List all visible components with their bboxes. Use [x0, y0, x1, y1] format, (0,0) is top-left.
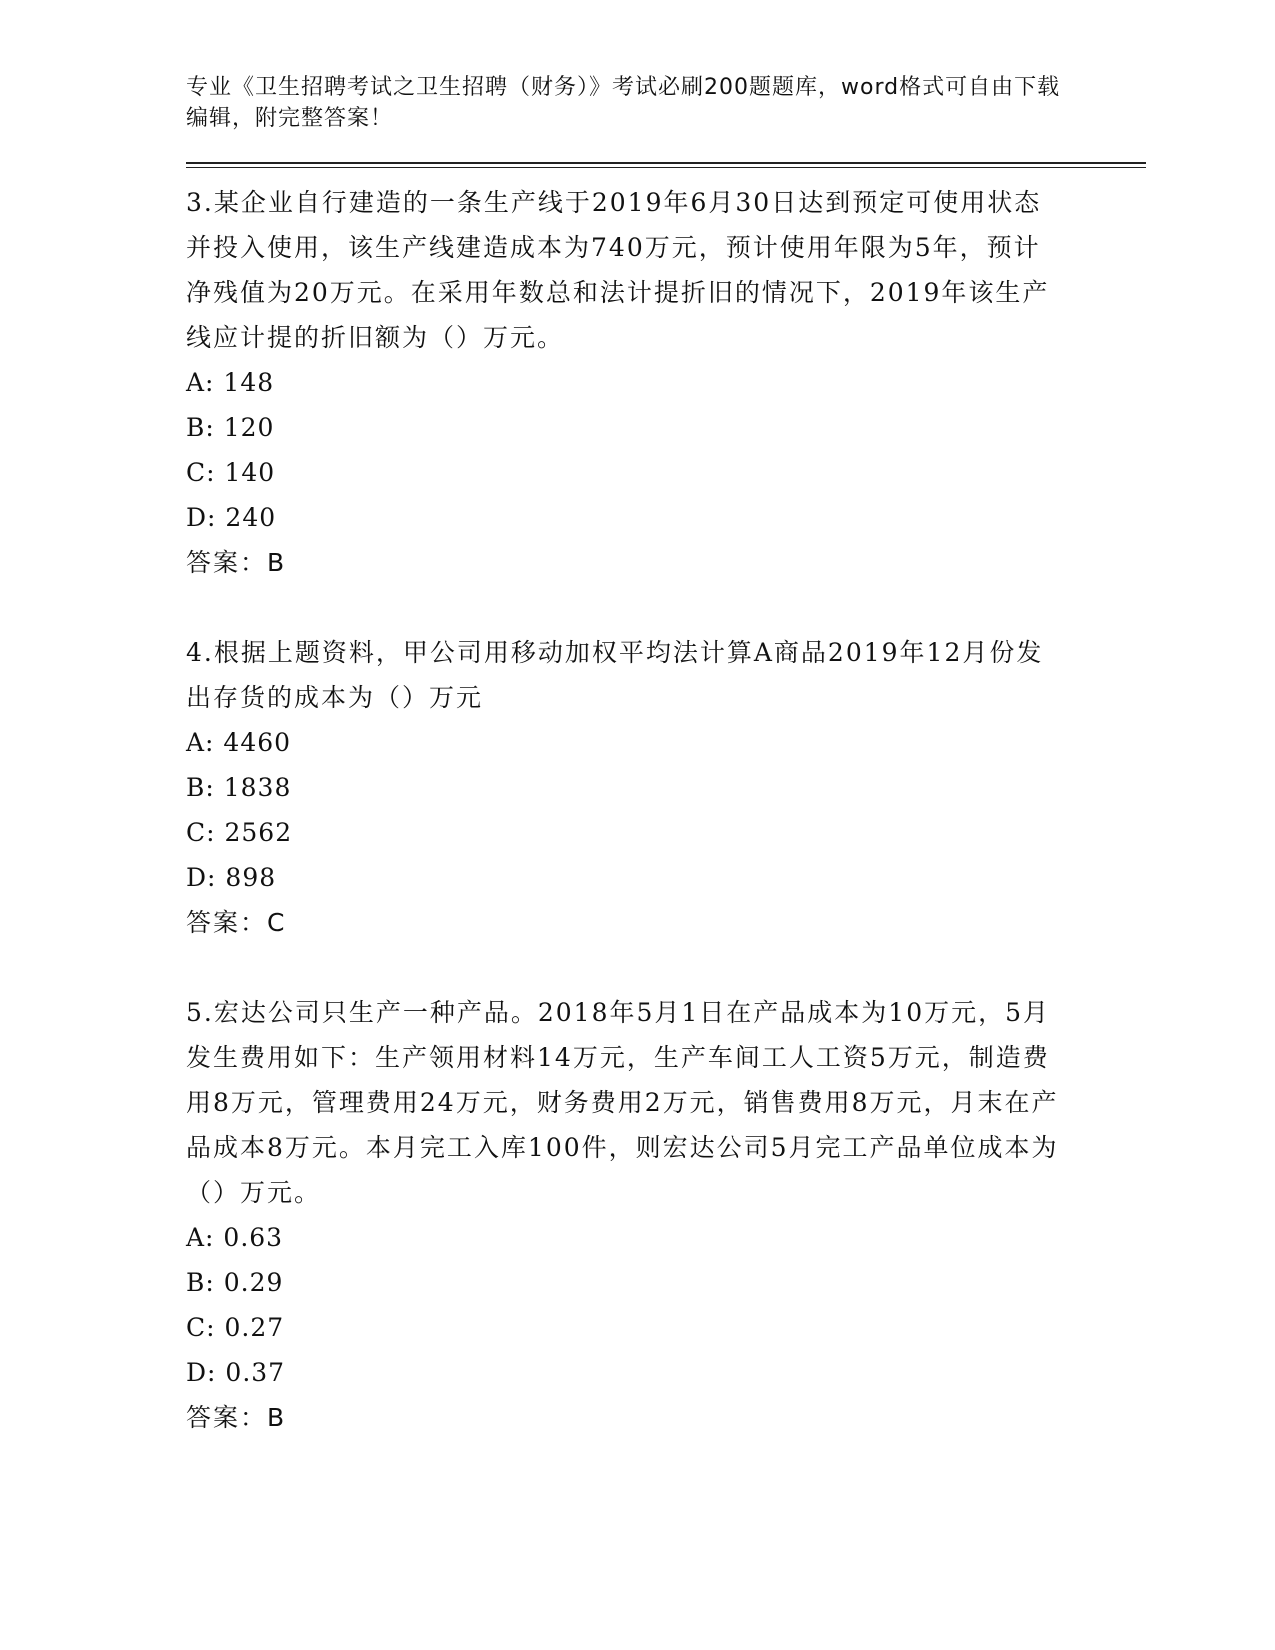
document-header: 专业《卫生招聘考试之卫生招聘（财务）》考试必刷200题题库，word格式可自由下载编辑，附完整答案！ [186, 75, 1061, 131]
option-d: D: 0.37 [186, 1358, 286, 1387]
header-divider [186, 162, 1146, 168]
question-stem: 4.根据上题资料，甲公司用移动加权平均法计算A商品2019年12月份发出存货的成本为（）万元 [186, 638, 1044, 712]
question-5 [186, 990, 1146, 1440]
question-stem: 5.宏达公司只生产一种产品。2018年5月1日在产品成本为10万元，5月发生费用如下：生产领用材料14万元，生产车间工人工资5万元，制造费用8万元，管理费用24万元，财务费用2万元，销售费用8万元，月末在产品成本8万元。本月完工入库100件，则宏达公司5月完工产品单位成本为（）万元。 [186, 998, 1059, 1207]
answer-line: 答案：B [186, 548, 287, 577]
option-c: C: 0.27 [186, 1313, 285, 1342]
option-d: D: 240 [186, 503, 277, 532]
document-page [186, 72, 1146, 1440]
option-b: B: 1838 [186, 773, 292, 802]
answer-line: 答案：B [186, 1403, 287, 1432]
answer-line: 答案：C [186, 908, 287, 937]
option-a: A: 4460 [186, 728, 292, 757]
question-4 [186, 630, 1146, 945]
option-d: D: 898 [186, 863, 277, 892]
option-b: B: 120 [186, 413, 275, 442]
question-3 [186, 180, 1146, 585]
question-stem: 3.某企业自行建造的一条生产线于2019年6月30日达到预定可使用状态并投入使用，该生产线建造成本为740万元，预计使用年限为5年，预计净残值为20万元。在采用年数总和法计提折旧的情况下，2019年该生产线应计提的折旧额为（）万元。 [186, 188, 1050, 352]
option-a: A: 0.63 [186, 1223, 284, 1252]
option-b: B: 0.29 [186, 1268, 284, 1297]
option-a: A: 148 [186, 368, 275, 397]
option-c: C: 140 [186, 458, 276, 487]
option-c: C: 2562 [186, 818, 293, 847]
